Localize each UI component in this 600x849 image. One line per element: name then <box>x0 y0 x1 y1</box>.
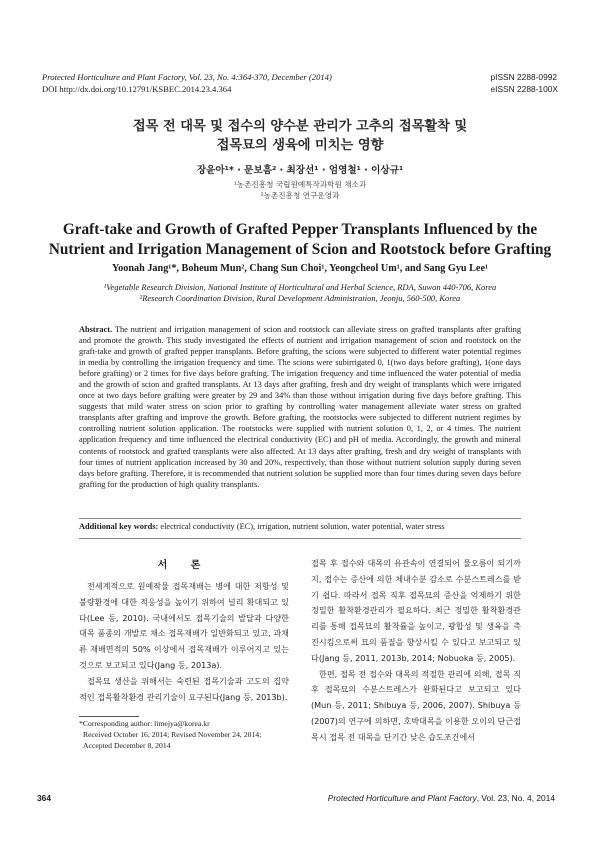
abstract-divider <box>79 518 521 519</box>
received-date: Received October 16, 2014; Revised November 24, 2014; <box>83 730 262 740</box>
abstract-text: The nutrient and irrigation management of scion and rootstock can alleviate stress on grafted transplants after grafting and promote the growth. This study investigated the effects of nutrient and irrigation management of scion and rootstock on the graft-take and growth of grafted pepper transplants. Before grafting, the scions were subjected to different water potential regimes in media by controlling the irrigation frequency and time. The scions were subirrigated 0, 1(two days before grafting), 1(one days before grafting) or 2 times for five days before grafting. The irrigation frequency and time influenced the water potential of media and the growth of scion and grafted transplants. At 13 days after grafting, fresh and dry weight of transplants which were irrigated once at two days before grafting were greater by 29 and 34% than those without irrigation during five days before grafting. This suggests that mild water stress on scion prior to grafting by controlling water management alleviate water stress on grafted transplants after grafting and improve the growth. Before grafting, the rootstocks were subjected to different nutrient regimes by controlling nutrient solution application. The rootstocks were supplied with nutrient solution 0, 1, 2, or 4 times. The nutrient application frequency and time influenced the electrical conductivity (EC) and pH of media. Accordingly, the growth and mineral contents of rootstock and grafted transplants were also affected. At 13 days after grafting, fresh and dry weight of transplants with four times of nutrient application increased by 30 and 20%, respectively, than those without nutrient solution supply during seven days before grafting. Therefore, it is recommended that nutrient solution be supplied more than four times during seven days before grafting for the production of high quality transplants. <box>79 325 521 489</box>
english-affiliation-1: ¹Vegetable Research Division, National Institute of Horticultural and Herbal Science, RDA, Suwon 440-706, Korea <box>103 282 497 292</box>
issn-block <box>490 71 558 95</box>
section-heading-introduction: 서 론 <box>157 560 211 571</box>
journal-name: Protected Horticulture and Plant Factory <box>42 72 185 82</box>
abstract-label: Abstract. <box>79 325 113 334</box>
citation-block <box>42 71 332 95</box>
abstract <box>79 324 521 490</box>
keywords-label: Additional key words: <box>79 522 159 531</box>
korean-affiliation-1: ¹농촌진흥청 국립원예특작과학원 채소과 <box>233 180 367 189</box>
intro-body-right <box>311 556 521 746</box>
intro-paragraph: 접목묘 생산을 위해서는 숙련된 접목기술과 고도의 집약적인 접목활착환경 관리기술이 요구된다(Jang 등, 2013b). <box>79 675 289 702</box>
pissn: pISSN 2288-0992 <box>490 72 558 82</box>
intro-paragraph: 접목 후 접수와 대목의 유관속이 연결되어 물오름이 되기까지, 접수는 증산에 의한 체내수분 감소로 수분스트레스를 받기 쉽다. 따라서 접목 직후 접목묘의 증산을 억제하기 위한 정밀한 활착환경관리가 필요하다. 최근 정밀한 활착환경관리를 통해 접목묘의 활착률을 높이고, 광합성 및 생육을 촉진시킴으로써 묘의 품질을 향상시킬 수 있다고 보고되고 있다(Jang 등, 2011, 2013b, 2014; Nobuoka 등, 2005). <box>311 558 521 663</box>
left-column <box>79 556 289 705</box>
korean-affiliations <box>40 179 560 201</box>
english-title-line1: Graft-take and Growth of Grafted Pepper Transplants Influenced by the <box>62 221 538 238</box>
footer-journal <box>328 793 555 803</box>
doi-link[interactable]: DOI http://dx.doi.org/10.12791/KSBEC.2014.23.4.364 <box>42 84 232 94</box>
keywords <box>79 521 521 532</box>
korean-title <box>40 117 560 155</box>
footnote <box>79 718 289 752</box>
english-authors: Yoonah Jang¹*, Boheum Mun², Chang Sun Choi¹, Yeongcheol Um¹, and Sang Gyu Lee¹ <box>111 263 489 274</box>
footnote-divider <box>79 716 139 717</box>
footer-volume: , Vol. 23, No. 4, 2014 <box>476 793 555 803</box>
korean-affiliation-2: ²농촌진흥청 연구운영과 <box>260 191 340 200</box>
english-title-line2: Nutrient and Irrigation Management of Scion and Rootstock before Grafting <box>48 241 552 258</box>
eissn: eISSN 2288-100X <box>490 84 558 94</box>
intro-paragraph: 전세계적으로 원예작물 접목재배는 병에 대한 저항성 및 불량환경에 대한 적응성을 높이기 위하여 널리 확대되고 있다(Lee 등, 2010). 국내에서도 접목기술의 발달과 다양한 대목 품종의 개발로 채소 접목재배가 일반화되고 있고, 과채류 재배면적의 50% 이상에서 접목재배가 이루어지고 있는 것으로 보고되고 있다(Jang 등, 2013a). <box>79 581 289 670</box>
corresponding-author: *Corresponding author: limejya@korea.kr <box>79 719 210 728</box>
page-number: 364 <box>37 793 51 803</box>
intro-body-left <box>79 579 289 705</box>
accepted-date: Accepted December 8, 2014 <box>83 741 171 751</box>
footer-journal-name: Protected Horticulture and Plant Factory <box>327 793 477 803</box>
intro-paragraph: 한편, 접목 전 접수와 대목의 적절한 관리에 의해, 접목 직후 접목묘의 수분스트레스가 완화된다고 보고되고 있다(Mun 등, 2011; Shibuya 등, 2006, 2007). Shibuya 등(2007)의 연구에 의하면, 호박대목을 이용한 오이의 단근접목시 접목 전 대목을 단기간 낮은 습도조건에서 <box>311 668 521 742</box>
journal-citation: , Vol. 23, No. 4:364-370, December (2014) <box>184 72 332 82</box>
keywords-divider <box>79 538 521 539</box>
right-column <box>311 556 521 746</box>
korean-title-line1: 접목 전 대목 및 접수의 양수분 관리가 고추의 접목활착 및 <box>132 119 468 134</box>
keywords-text: electrical conductivity (EC), irrigation, nutrient solution, water potential, water stress <box>158 522 445 531</box>
korean-authors: 장윤아¹* · 문보흠² · 최장선¹ · 엄영철¹ · 이상규¹ <box>196 165 404 176</box>
english-title <box>40 220 560 260</box>
english-affiliation-2: ²Research Coordination Division, Rural Development Administration, Jeonju, 560-500, Korea <box>139 293 461 303</box>
english-affiliations <box>40 282 560 304</box>
korean-title-line2: 접목묘의 생육에 미치는 영향 <box>216 138 384 153</box>
